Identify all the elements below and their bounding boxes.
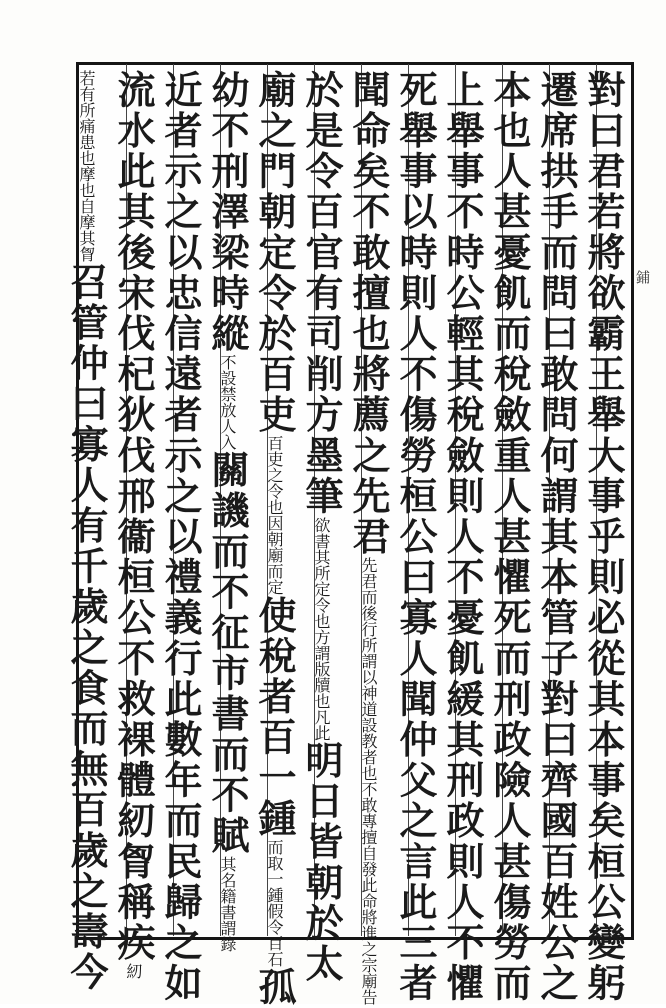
annotation-note bbox=[359, 557, 377, 1005]
main-text: 孤 bbox=[252, 967, 297, 1008]
text-column bbox=[298, 70, 345, 985]
main-text: 於是令百官有司削方墨筆 bbox=[299, 70, 344, 517]
text-column bbox=[533, 70, 580, 1004]
annotation-line: 而取一鍾 bbox=[265, 839, 284, 904]
text-column bbox=[580, 70, 627, 1004]
annotation-line: 不敢專擅自發此命將進之宗廟告 bbox=[359, 781, 378, 1006]
annotation-note bbox=[77, 70, 95, 262]
main-text: 聞命矣不敢擅也將薦之先君 bbox=[346, 70, 391, 558]
text-column bbox=[345, 70, 392, 1006]
text-column bbox=[392, 70, 439, 1004]
annotation-line: 因朝廟而定 bbox=[265, 515, 284, 596]
annotation-note bbox=[265, 435, 283, 595]
annotation-note bbox=[218, 354, 236, 450]
main-text: 幼不刑澤梁時縱 bbox=[205, 70, 250, 355]
annotation-line: 若有所痛患也 bbox=[77, 70, 96, 166]
annotation-line: 欲書其所定令也 bbox=[312, 516, 331, 629]
text-column bbox=[439, 70, 486, 1004]
main-text: 關譏而不征市書而不賦 bbox=[205, 450, 250, 857]
text-column bbox=[486, 70, 533, 1004]
annotation-line: 其名籍 bbox=[218, 856, 237, 905]
text-column bbox=[157, 70, 204, 1004]
main-text: 死舉事以時則人不傷勞桓公曰寡人聞仲父之言此三者 bbox=[393, 70, 438, 1004]
main-text: 對曰君若將欲霸王舉大事乎則必從其本事矣桓公變躬 bbox=[581, 70, 626, 1004]
annotation-line: 假令百石 bbox=[265, 903, 284, 968]
annotation-note bbox=[312, 517, 330, 741]
main-text: 近者示之以忠信遠者示之以禮義行此數年而民歸之如 bbox=[158, 70, 203, 1004]
text-column bbox=[251, 70, 298, 1008]
main-text: 使稅者百一鍾 bbox=[252, 595, 297, 840]
annotation-line: 先君而後行所謂以神道設教者也 bbox=[359, 557, 378, 782]
annotation-line: 方謂版牘也凡此 bbox=[312, 628, 331, 741]
main-text: 遷席拱手而問曰敢問何謂其本管子對曰齊國百姓公之 bbox=[534, 70, 579, 1004]
text-column bbox=[110, 70, 157, 980]
annotation-line: 放人入 bbox=[218, 402, 237, 451]
annotation-note bbox=[218, 856, 236, 952]
annotation-note bbox=[265, 839, 283, 967]
annotation-line: 不設禁 bbox=[218, 354, 237, 403]
text-column bbox=[204, 70, 251, 953]
annotation-line: 紉 bbox=[124, 963, 143, 980]
main-text: 明日皆朝於太 bbox=[299, 740, 344, 985]
main-text: 上舉事不時公輕其稅斂則人不憂飢緩其刑政則人不懼 bbox=[440, 70, 485, 1004]
main-text: 廟之門朝定令於百吏 bbox=[252, 70, 297, 436]
main-text: 召管仲曰寡人有千歲之食而無百歲之壽今 bbox=[64, 262, 109, 993]
annotation-note bbox=[124, 963, 142, 979]
main-text: 本也人甚憂飢而稅斂重人甚懼死而刑政險人甚傷勞而 bbox=[487, 70, 532, 1004]
main-text: 流水此其後宋伐杞狄伐邢衞桓公不救裸體紉胷稱疾 bbox=[111, 70, 156, 964]
edge-mark: 鋪 bbox=[634, 270, 650, 284]
annotation-line: 百吏之令也 bbox=[265, 435, 284, 516]
annotation-line: 書謂錄 bbox=[218, 904, 237, 953]
text-column bbox=[63, 70, 110, 993]
annotation-line: 摩也自摩其胷 bbox=[77, 166, 96, 262]
